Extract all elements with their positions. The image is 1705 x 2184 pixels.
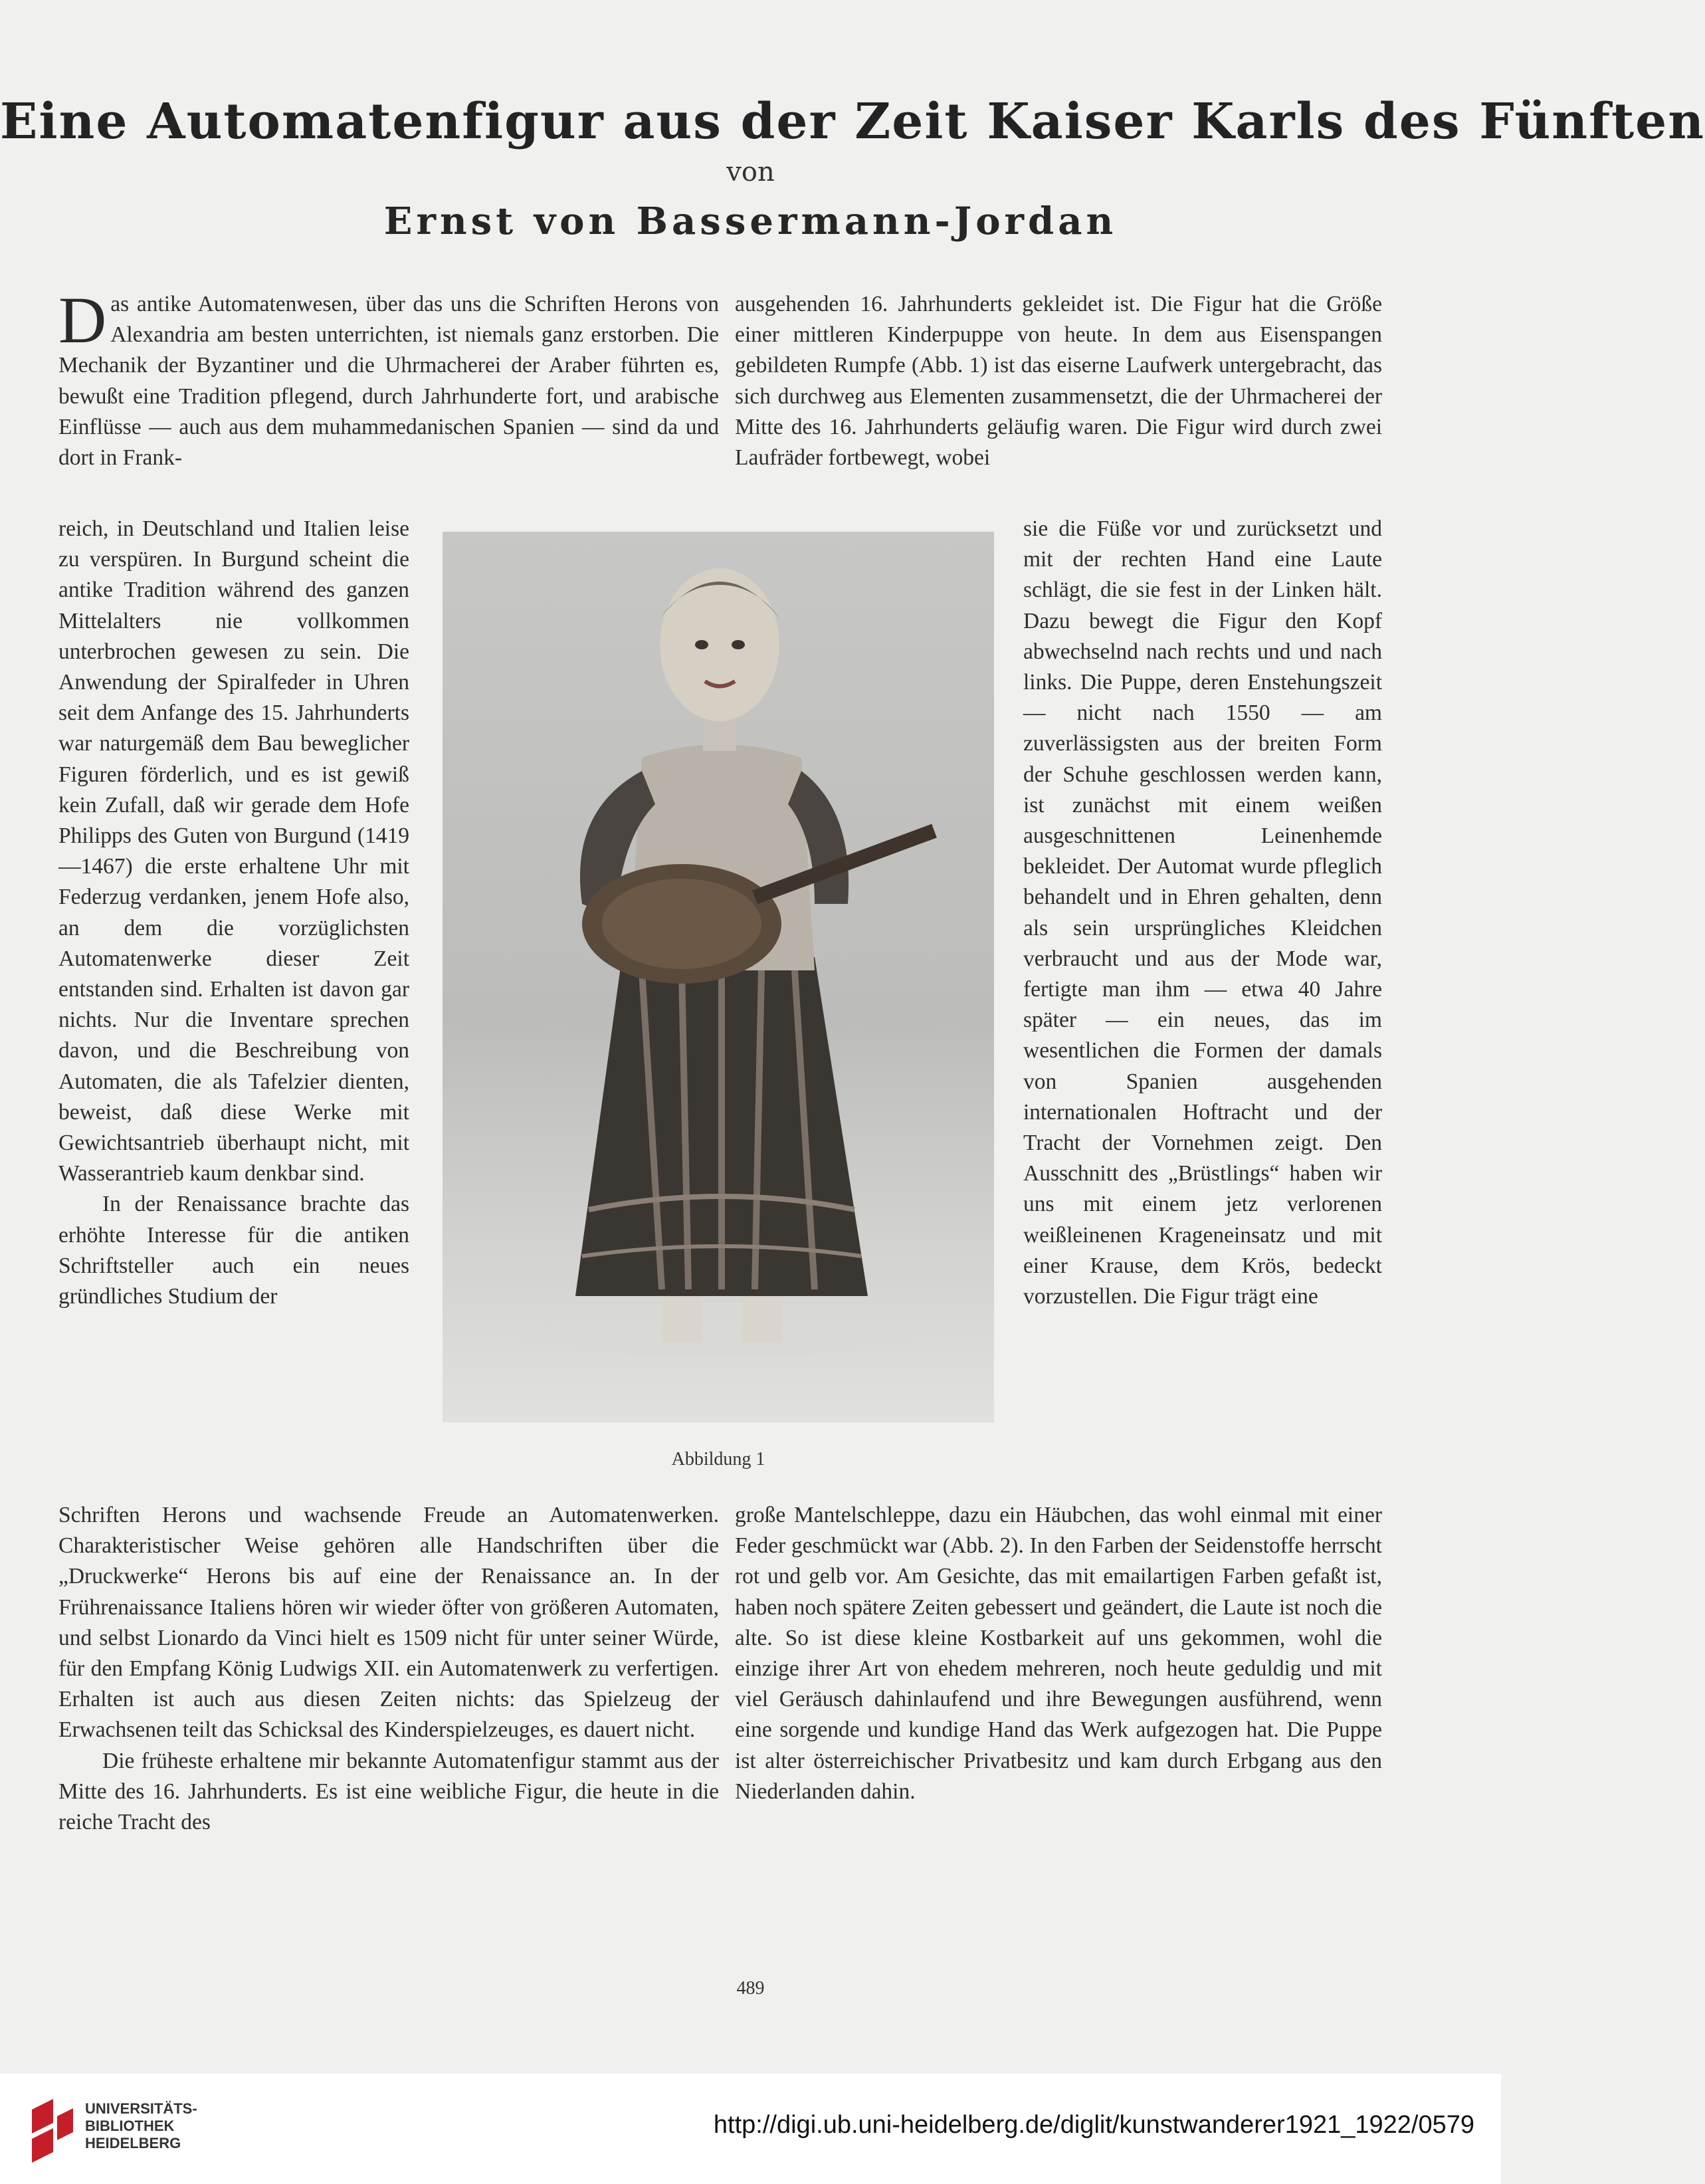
- automaton-photo: [443, 532, 994, 1422]
- library-name: UNIVERSITÄTS- BIBLIOTHEK HEIDELBERG: [85, 2100, 197, 2151]
- automaton-figure-illustration: [443, 532, 994, 1422]
- university-library-logo-icon: [27, 2096, 78, 2161]
- column-2-top: [735, 289, 1382, 513]
- paragraph-text: Schriften Herons und wachsende Freude an Automatenwerken. Charakteristischer Weise gehören alle Handschriften über die „Druckwerke“ Herons bis auf eine der Renaissance an. In der Frührenaissance Italiens hören wir wieder öfter von größeren Automaten, und selbst Lionardo da Vinci hielt es 1509 nicht für unter seiner Würde, für den Empfang König Ludwigs XII. ein Automatenwerk zu verfertigen. Erhalten ist auch aus diesen Zeiten nichts: das Spielzeug der Erwachsenen teilt das Schicksal des Kinderspielzeuges, es dauert nicht.: [58, 1503, 719, 1743]
- byline: von: [726, 157, 775, 187]
- footer-bar: [0, 2074, 1501, 2184]
- column-1-top: [58, 283, 719, 513]
- figure-caption: Abbildung 1: [671, 1449, 765, 1470]
- page-number: 489: [736, 1978, 765, 1999]
- paragraph-text: sie die Füße vor und zurücksetzt und mit der rechten Hand eine Laute schlägt, die sie fest in der Linken hält. Dazu bewegt die Figur den Kopf abwechselnd nach rechts und und nach links. Die Puppe, deren Enstehungszeit — nicht nach 1550 — am zuverlässigsten aus der breiten Form der Schuhe geschlossen werden kann, ist zunächst mit einem weißen ausgeschnittenen Leinenhemde bekleidet. Der Automat wurde pfleglich behandelt und in Ehren gehalten, denn als sein ursprüngliches Kleidchen verbraucht und aus der Mode war, fertigte man ihm — etwa 40 Jahre später — ein neues, das im wesentlichen die Formen der damals von Spanien ausgehenden internationalen Hoftracht und der Tracht der Vornehmen zeigt. Den Ausschnitt des „Brüstlings“ haben wir uns mit einem jetz verlorenen weißleinenen Krageneinsatz und mit einer Krause, dem Krös, bedeckt vorzustellen. Die Figur trägt eine: [1023, 516, 1382, 1309]
- paragraph-text: Die früheste erhaltene mir bekannte Automatenfigur stammt aus der Mitte des 16. Jahrhunderts. Es ist eine weibliche Figur, die heute in die reiche Tracht des: [58, 1748, 719, 1835]
- drop-cap: D: [58, 283, 107, 357]
- source-url-link[interactable]: http://digi.ub.uni-heidelberg.de/diglit/kunstwanderer1921_1922/0579: [713, 2111, 1474, 2139]
- author-name: Ernst von Bassermann-Jordan: [383, 199, 1118, 243]
- paragraph-text: ausgehenden 16. Jahrhunderts gekleidet ist. Die Figur hat die Größe einer mittleren Kinderpuppe von heute. In dem aus Eisenspangen gebildeten Rumpfe (Abb. 1) ist das eiserne Laufwerk untergebracht, das sich durchweg aus Elementen zusammensetzt, die der Uhrmacherei der Mitte des 16. Jahrhunderts geläufig waren. Die Figur wird durch zwei Laufräder fortbewegt, wobei: [735, 292, 1382, 471]
- paragraph-text: reich, in Deutschland und Italien leise zu verspüren. In Burgund scheint die antike Tradition während des ganzen Mittelalters nie vollkommen unterbrochen gewesen zu sein. Die Anwendung der Spiralfeder in Uhren seit dem Anfange des 15. Jahrhunderts war naturgemäß dem Bau beweglicher Figuren förderlich, und es ist gewiß kein Zufall, daß wir gerade dem Hofe Philipps des Guten von Burgund (1419—1467) die erste erhaltene Uhr mit Federzug verdanken, jenem Hofe also, an dem die vorzüglichsten Automatenwerke dieser Zeit entstanden sind. Erhalten ist davon gar nichts. Nur die Inventare sprechen davon, und die Beschreibung von Automaten, die als Tafelzier dienten, beweist, daß diese Werke mit Gewichtsantrieb überhaupt nicht, mit Wasserantrieb kaum denkbar sind.: [58, 516, 409, 1186]
- column-1-middle: [58, 514, 409, 1499]
- paragraph-text: In der Renaissance brachte das erhöhte Interesse für die antiken Schriftsteller auch ein neues gründliches Studium der: [58, 1192, 409, 1309]
- article-title: Eine Automatenfigur aus der Zeit Kaiser Karls des Fünften: [0, 93, 1705, 150]
- column-2-middle: [1023, 514, 1382, 1499]
- column-1-bottom: [58, 1500, 719, 1942]
- paragraph-text: große Mantelschleppe, dazu ein Häubchen, das wohl einmal mit einer Feder geschmückt war (Abb. 2). In den Farben der Seidenstoffe herrscht rot und gelb vor. Am Gesichte, das mit emailartigen Farben gefaßt ist, haben noch spätere Zeiten gebessert und geändert, die Laute ist noch die alte. So ist diese kleine Kostbarkeit auf uns gekommen, wohl die einzige ihrer Art von ehedem mehreren, noch heute geduldig und mit viel Geräusch dahinlaufend und ihre Bewegungen ausführend, wenn eine sorgende und kundige Hand das Werk aufgezogen hat. Die Puppe ist alter österreichischer Privatbesitz und kam durch Erbgang aus den Niederlanden dahin.: [735, 1503, 1382, 1804]
- column-2-bottom: [735, 1500, 1382, 1942]
- paragraph-text: as antike Automatenwesen, über das uns die Schriften Herons von Alexandria am besten unterrichten, ist niemals ganz erstorben. Die Mechanik der Byzantiner und die Uhrmacherei der Araber führten es, bewußt eine Tradition pflegend, durch Jahrhunderte fort, und arabische Einflüsse — auch aus dem muhammedanischen Spanien — sind da und dort in Frank-: [58, 292, 719, 471]
